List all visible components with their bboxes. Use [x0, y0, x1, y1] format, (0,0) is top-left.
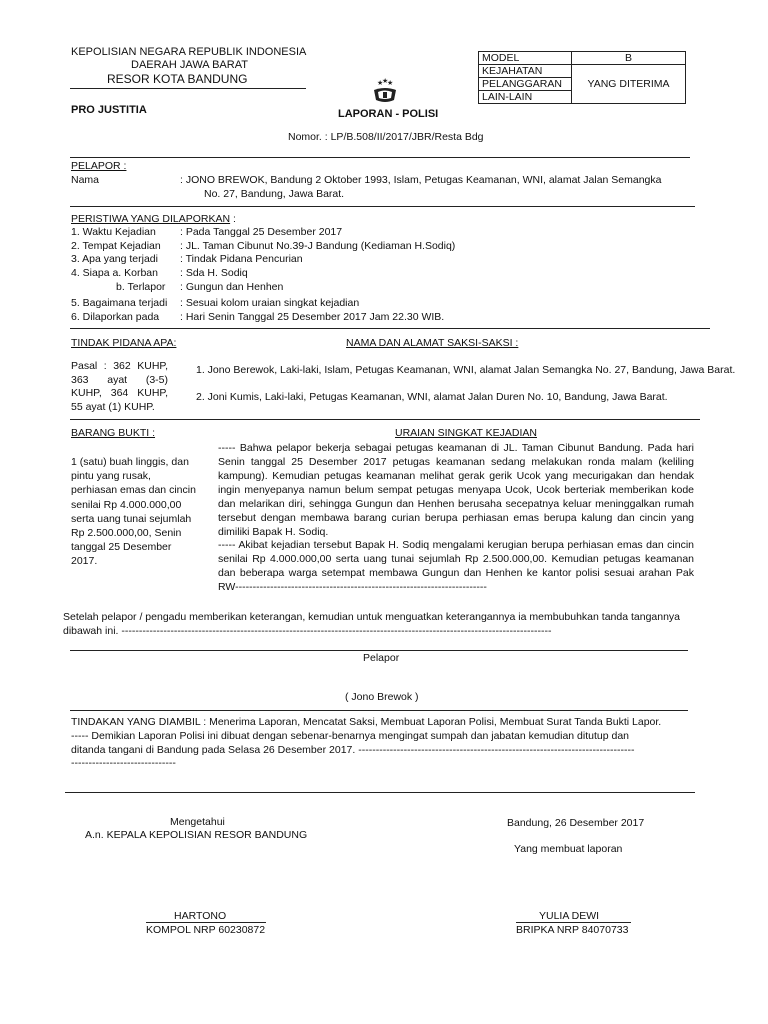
saksi-item-1: 1. Jono Berewok, Laki-laki, Islam, Petugas Keamanan, WNI, alamat Jalan Semangka No. 27, Bandung, Jawa Barat.: [196, 364, 736, 376]
uraian-paragraph-2: ----- Akibat kejadian tersebut Bapak H. Sodiq mengalami kerugian berupa perhiasan emas dan cincin senilai Rp 4.000.000,00 serta uang tunai sejumlah Rp 2.500.000,00. Kemudian petugas keamanan dan beberapa warga setempat membawa Gungun dan Henhen ke kantor polisi sesuai arahan Pak RW------------------------------------------------------------------------: [218, 539, 694, 593]
pelapor-signature-label: Pelapor: [363, 652, 400, 664]
peristiwa-value-3: : Tindak Pidana Pencurian: [180, 253, 303, 265]
mengetahui-label: Mengetahui: [170, 816, 225, 828]
separator: [70, 328, 710, 329]
peristiwa-value-6: : Sesuai kolom uraian singkat kejadian: [180, 297, 360, 309]
peristiwa-value-1: : Pada Tanggal 25 Desember 2017: [180, 226, 343, 238]
closing-text-line1: Setelah pelapor / pengadu memberikan keterangan, kemudian untuk menguatkan keterangannya ia membubuhkan tanda tangannya: [63, 611, 681, 623]
pro-justitia: PRO JUSTITIA: [71, 104, 147, 116]
barang-bukti-text: 1 (satu) buah linggis, dan pintu yang rusak, perhiasan emas dan cincin senilai Rp 4.000.000,00 serta uang tunai sejumlah Rp 2.500.000,00, Senin tanggal 25 Desember 2017.: [71, 456, 196, 568]
saksi-heading: NAMA DAN ALAMAT SAKSI-SAKSI :: [346, 337, 519, 349]
barang-bukti-heading: BARANG BUKTI :: [71, 427, 156, 439]
model-box: [478, 51, 686, 104]
svg-text:★: ★: [387, 80, 394, 87]
uraian-heading: URAIAN SINGKAT KEJADIAN: [395, 427, 537, 439]
kejahatan-label: KEJAHATAN: [479, 65, 572, 78]
org-line-2: DAERAH JAWA BARAT: [131, 59, 248, 71]
an-kepala-label: A.n. KEPALA KEPOLISIAN RESOR BANDUNG: [85, 829, 308, 841]
tindakan-line4: ------------------------------: [71, 757, 176, 769]
separator: [70, 157, 690, 158]
document-number: Nomor. : LP/B.508/II/2017/JBR/Resta Bdg: [288, 131, 484, 143]
svg-text:★: ★: [377, 80, 384, 87]
separator: [70, 710, 688, 711]
police-emblem-icon: [368, 78, 402, 104]
separator: [70, 650, 688, 651]
right-signer-rank: BRIPKA NRP 84070733: [516, 924, 629, 936]
peristiwa-label-2: 2. Tempat Kejadian: [71, 240, 161, 252]
peristiwa-label-3: 3. Apa yang terjadi: [71, 253, 158, 265]
peristiwa-label-1: 1. Waktu Kejadian: [71, 226, 156, 238]
yang-membuat-label: Yang membuat laporan: [514, 843, 623, 855]
nama-value-line2: No. 27, Bandung, Jawa Barat.: [204, 188, 345, 200]
right-signer-name: YULIA DEWI: [539, 910, 600, 922]
org-line-3: RESOR KOTA BANDUNG: [107, 72, 248, 86]
peristiwa-value-4: : Sda H. Sodiq: [180, 267, 248, 279]
uraian-paragraph-1: ----- Bahwa pelapor bekerja sebagai petugas keamanan di JL. Taman Cibunut Bandung. Pada hari Senin tanggal 25 Desember 2017 petugas keamanan sedang melakukan ronda malam (keliling kampung). Kemudian petugas keamanan melihat gerak gerik Ucok yang mecurigakan dan hendak ingin menyepanya namun belum sempat petugas menyapa Ucok, Ucok berteriak memberikan kode dan melarikan diri, sehingga Gungun dan Henhen berusaha secepatnya keluar meninggalkan rumah tersebut dengan membawa barang curian berupa perhiasan emas berupa kalung dan cincin yang dimiliki Bapak H. Sodiq.: [218, 442, 694, 538]
peristiwa-value-7: : Hari Senin Tanggal 25 Desember 2017 Jam 22.30 WIB.: [180, 311, 445, 323]
tindak-pidana-heading: TINDAK PIDANA APA:: [71, 337, 177, 349]
pelapor-heading: PELAPOR :: [71, 160, 127, 172]
yang-diterima-label: YANG DITERIMA: [572, 65, 686, 104]
lain-lain-label: LAIN-LAIN: [479, 91, 572, 104]
peristiwa-heading: PERISTIWA YANG DILAPORKAN :: [71, 213, 236, 225]
separator: [65, 792, 695, 793]
nama-value-line1: : JONO BREWOK, Bandung 2 Oktober 1993, Islam, Petugas Keamanan, WNI, alamat Jalan Semangka: [180, 174, 662, 186]
tindakan-line3: ditanda tangani di Bandung pada Selasa 26 Desember 2017. -------------------------------------------------------------------------------: [71, 744, 635, 756]
model-value: B: [572, 52, 686, 65]
peristiwa-label-5: b. Terlapor: [116, 281, 166, 293]
pelapor-signature-name: ( Jono Brewok ): [345, 691, 419, 703]
left-signer-name: HARTONO: [174, 910, 227, 922]
tindakan-line2: ----- Demikian Laporan Polisi ini dibuat dengan sebenar-benarnya mengingat sumpah dan jabatan kemudian ditutup dan: [71, 730, 630, 742]
separator: [70, 206, 695, 207]
saksi-item-2: 2. Joni Kumis, Laki-laki, Petugas Keamanan, WNI, alamat Jalan Duren No. 10, Bandung, Jawa Barat.: [196, 391, 668, 403]
peristiwa-label-6: 5. Bagaimana terjadi: [71, 297, 168, 309]
header-underline: [70, 88, 306, 89]
closing-text-line2: dibawah ini. ---------------------------------------------------------------------------------------------------------------------------: [63, 625, 552, 637]
tindak-pidana-text: Pasal : 362 KUHP, 363 ayat (3-5) KUHP, 364 KUHP, 55 ayat (1) KUHP.: [71, 360, 168, 413]
tindakan-line1: TINDAKAN YANG DIAMBIL : Menerima Laporan, Mencatat Saksi, Membuat Laporan Polisi, Membuat Surat Tanda Bukti Lapor.: [71, 716, 662, 728]
peristiwa-label-7: 6. Dilaporkan pada: [71, 311, 160, 323]
model-label: MODEL: [479, 52, 572, 65]
signature-underline: [146, 922, 266, 923]
place-date: Bandung, 26 Desember 2017: [507, 817, 645, 829]
svg-text:★: ★: [382, 78, 389, 85]
peristiwa-value-5: : Gungun dan Henhen: [180, 281, 284, 293]
peristiwa-value-2: : JL. Taman Cibunut No.39-J Bandung (Kediaman H.Sodiq): [180, 240, 456, 252]
document-title: LAPORAN - POLISI: [338, 108, 439, 120]
org-line-1: KEPOLISIAN NEGARA REPUBLIK INDONESIA: [71, 46, 307, 58]
separator: [70, 419, 700, 420]
pelanggaran-label: PELANGGARAN: [479, 78, 572, 91]
peristiwa-label-4: 4. Siapa a. Korban: [71, 267, 158, 279]
signature-underline: [516, 922, 631, 923]
nama-label: Nama: [71, 174, 100, 186]
left-signer-rank: KOMPOL NRP 60230872: [146, 924, 266, 936]
